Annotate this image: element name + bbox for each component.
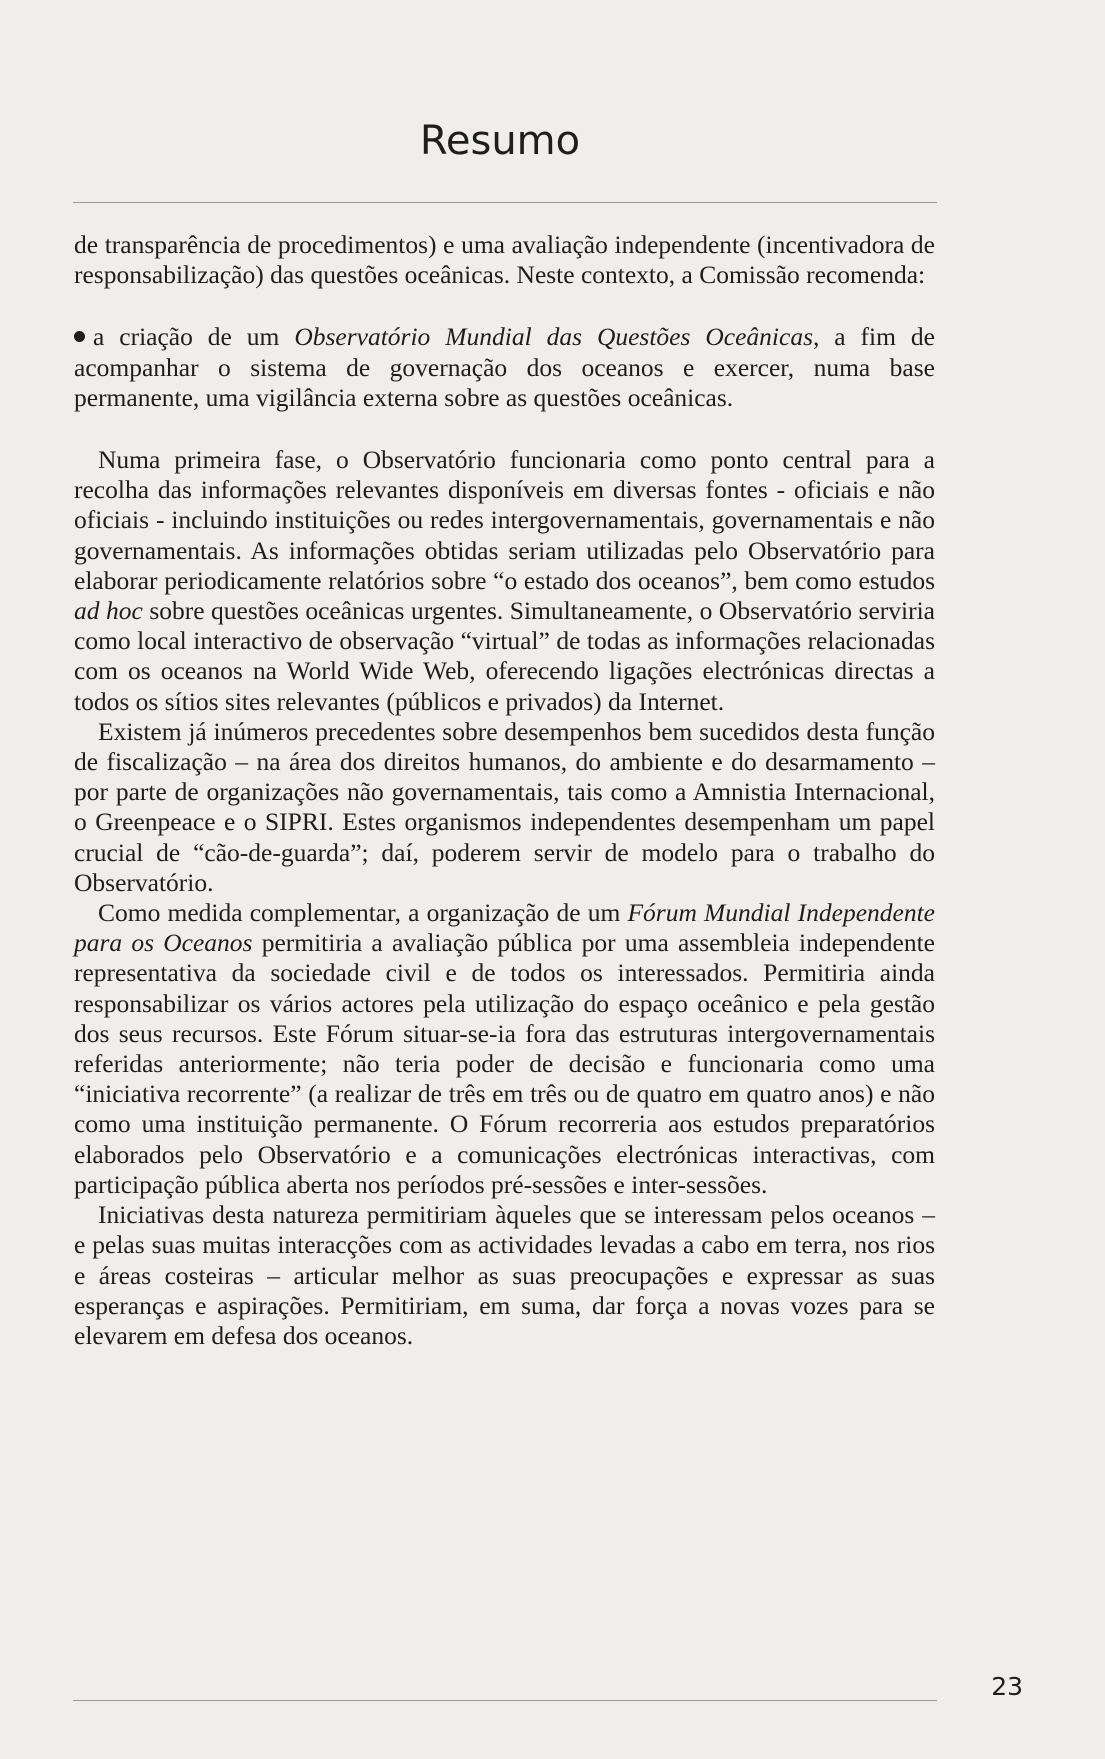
ad-hoc-emphasis: ad hoc [74,596,143,626]
forum-name-emphasis: Fórum Mundial Independente para os Oceanos [74,898,935,958]
paragraph-observatory [74,445,935,717]
paragraph-forum-part2: permitiria a avaliação pública por uma assembleia independente representativa da sociedade civil e de todos os interessados. Permitiria ainda responsabilizar os vários actores pela utilização do espaço oceânico e pela gestão dos seus recursos. Este Fórum situar-se-ia fora das estruturas intergovernamentais referidas anteriormente; não teria poder de decisão e funcionaria como uma “iniciativa recorrente” (a realizar de três em três ou de quatro em quatro anos) e não como uma instituição permanente. O Fórum recorreria aos estudos preparatórios elaborados pelo Observatório e a comunicações electrónicas interactivas, com participação pública aberta nos períodos pré-sessões e inter-sessões. [74,928,935,1199]
recommendation-suffix: , a fim de acompanhar o sistema de governação dos oceanos e exercer, numa base permanente, uma vigilância externa sobre as questões oceânicas. [74,322,935,412]
paragraph-observatory-part1: Numa primeira fase, o Observatório funcionaria como ponto central para a recolha das informações relevantes disponíveis em diversas fontes - oficiais e não oficiais - incluindo instituições ou redes intergovernamentais, governamentais e não governamentais. As informações obtidas seriam utilizadas pelo Observatório para elaborar periodicamente relatórios sobre “o estado dos oceanos”, bem como estudos [74,445,935,595]
page-title: Resumo [419,118,581,164]
recommendation-bullet [74,322,935,413]
page-number: 23 [991,1672,1023,1701]
paragraph-observatory-part2: sobre questões oceânicas urgentes. Simultaneamente, o Observatório serviria como local interactivo de observação “virtual” de todas as informações relacionadas com os oceanos na World Wide Web, oferecendo ligações electrónicas directas a todos os sítios sites relevantes (públicos e privados) da Internet. [74,596,935,716]
header-divider [73,202,937,203]
intro-paragraph: de transparência de procedimentos) e uma avaliação independente (incentivadora de responsabilização) das questões oceânicas. Neste contexto, a Comissão recomenda: [74,230,935,290]
body-text [74,230,935,1351]
recommendation-emphasis: Observatório Mundial das Questões Oceânicas [294,322,813,352]
paragraph-forum-part1: Como medida complementar, a organização de um [98,898,628,928]
paragraph-initiatives: Iniciativas desta natureza permitiriam àqueles que se interessam pelos oceanos – e pelas suas muitas interacções com as actividades levadas a cabo em terra, nos rios e áreas costeiras – articular melhor as suas preocupações e expressar as suas esperanças e aspirações. Permitiriam, em suma, dar força a novas vozes para se elevarem em defesa dos oceanos. [74,1200,935,1350]
bullet-icon [74,331,85,342]
paragraph-precedents: Existem já inúmeros precedentes sobre desempenhos bem sucedidos desta função de fiscalização – na área dos direitos humanos, do ambiente e do desarmamento – por parte de organizações não governamentais, tais como a Amnistia Internacional, o Greenpeace e o SIPRI. Estes organismos independentes desempenham um papel crucial de “cão-de-guarda”; daí, poderem servir de modelo para o trabalho do Observatório. [74,716,935,897]
paragraph-forum [74,898,935,1200]
recommendation-prefix: a criação de um [93,322,295,352]
footer-divider [73,1700,937,1701]
